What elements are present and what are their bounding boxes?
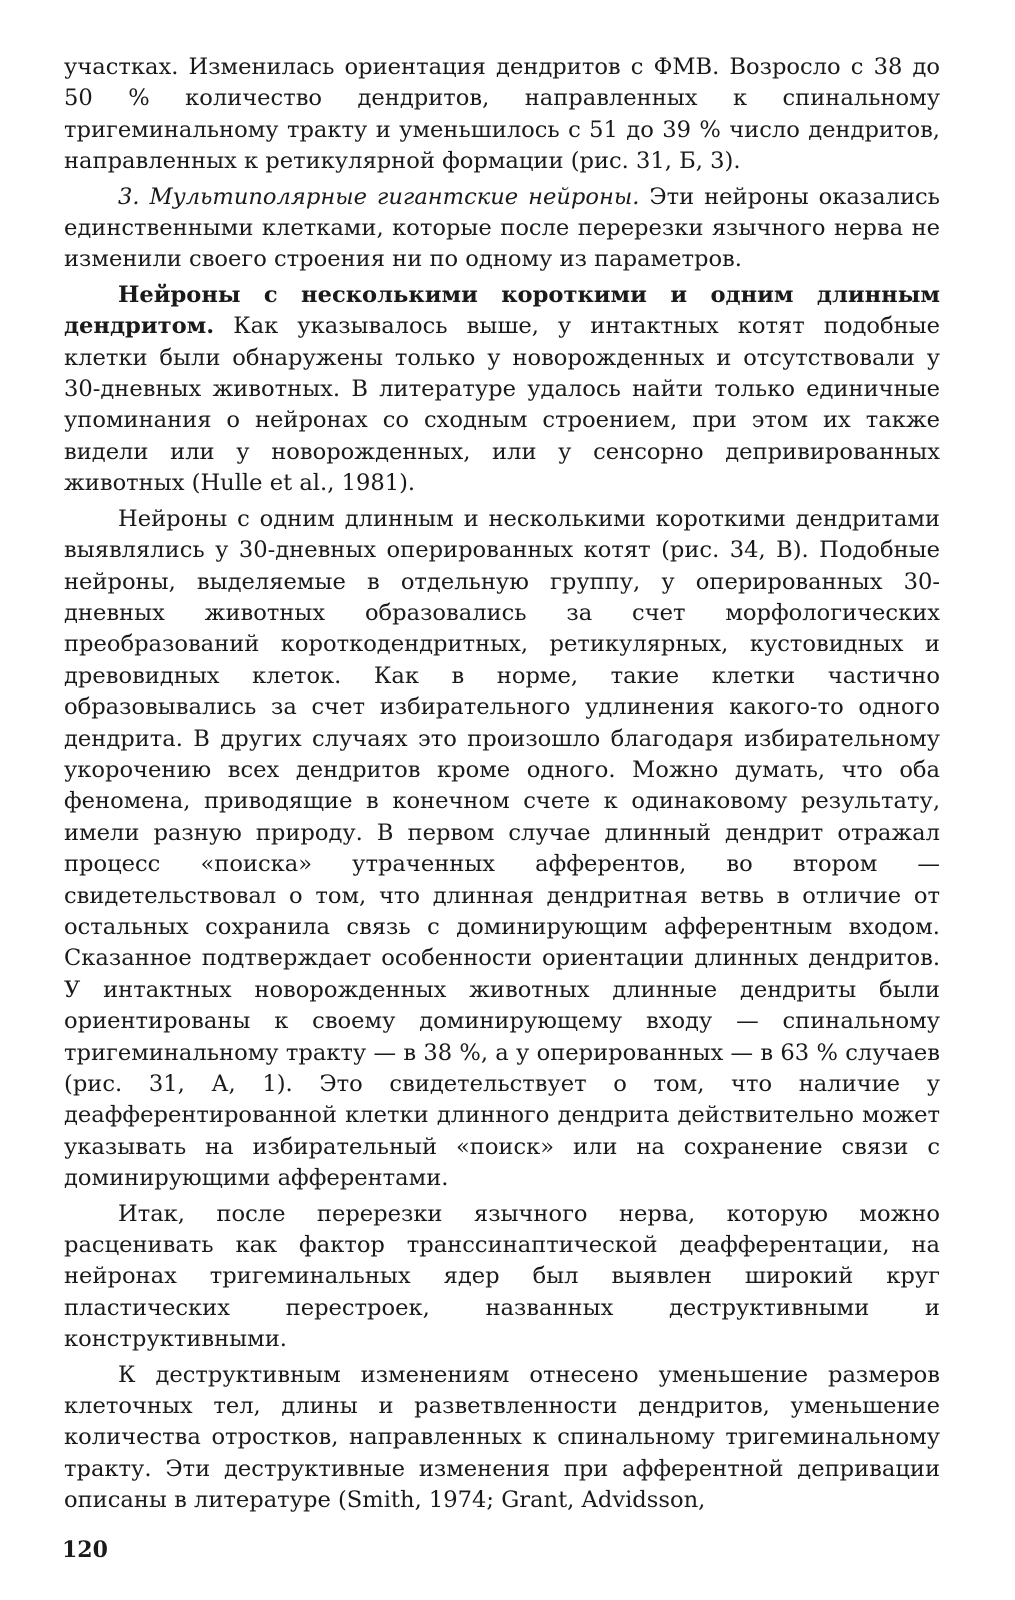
paragraph-2-heading: 3. Мультиполярные гигантские нейроны.	[118, 183, 640, 210]
paragraph-1	[64, 52, 940, 178]
paragraph-6-text: К деструктивным изменениям отнесено уменьшение размеров клеточных тел, длины и разветвленности дендритов, уменьшение количества отростков, направленных к спинальному тригеминальному тракту. Эти деструктивные изменения при афферентной депривации описаны в литературе (Smith, 1974; Grant, Advidsson,	[64, 1361, 940, 1514]
paragraph-4	[64, 504, 940, 1195]
paragraph-2-text: Эти нейроны оказались единственными клетками, которые после перерезки язычного нерва не изменили своего строения ни по одному из параметров.	[64, 183, 940, 273]
paragraph-5	[64, 1199, 940, 1356]
paragraph-6	[64, 1360, 940, 1517]
page-body	[64, 52, 940, 1521]
paragraph-4-text: Нейроны с одним длинным и несколькими короткими дендритами выявлялись у 30-дневных оперированных котят (рис. 34, В). Подобные нейроны, выделяемые в отдельную группу, у оперированных 30-дневных животных образовались за счет морфологических преобразований короткодендритных, ретикулярных, кустовидных и древовидных клеток. Как в норме, такие клетки частично образовывались за счет избирательного удлинения какого-то одного дендрита. В других случаях это произошло благодаря избирательному укорочению всех дендритов кроме одного. Можно думать, что оба феномена, приводящие в конечном счете к одинаковому результату, имели разную природу. В первом случае длинный дендрит отражал процесс «поиска» утраченных афферентов, во втором — свидетельствовал о том, что длинная дендритная ветвь в отличие от остальных сохранила связь с доминирующим афферентным входом. Сказанное подтверждает особенности ориентации длинных дендритов. У интактных новорожденных животных длинные дендриты были ориентированы к своему доминирующему входу — спинальному тригеминальному тракту — в 38 %, а у оперированных — в 63 % случаев (рис. 31, А, 1). Это свидетельствует о том, что наличие у деафферентированной клетки длинного дендрита действительно может указывать на избирательный «поиск» или на сохранение связи с доминирующими афферентами.	[64, 505, 940, 1192]
paragraph-3	[64, 280, 940, 500]
paragraph-2	[64, 182, 940, 276]
paragraph-3-heading: Нейроны с несколькими короткими и одним длинным дендритом.	[64, 281, 940, 340]
page-number: 120	[62, 1537, 108, 1563]
paragraph-1-text: участках. Изменилась ориентация дендритов с ФМВ. Возросло с 38 до 50 % количество дендритов, направленных к спинальному тригеминальному тракту и уменьшилось с 51 до 39 % число дендритов, направленных к ретикулярной формации (рис. 31, Б, 3).	[64, 54, 940, 175]
paragraph-5-text: Итак, после перерезки язычного нерва, которую можно расценивать как фактор транссинаптической деафферентации, на нейронах тригеминальных ядер был выявлен широкий круг пластических перестроек, названных деструктивными и конструктивными.	[64, 1200, 940, 1353]
paragraph-3-text: Как указывалось выше, у интактных котят подобные клетки были обнаружены только у новорожденных и отсутствовали у 30-дневных животных. В литературе удалось найти только единичные упоминания о нейронах со сходным строением, при этом их также видели или у новорожденных, или у сенсорно депривированных животных (Hulle et al., 1981).	[64, 313, 940, 497]
